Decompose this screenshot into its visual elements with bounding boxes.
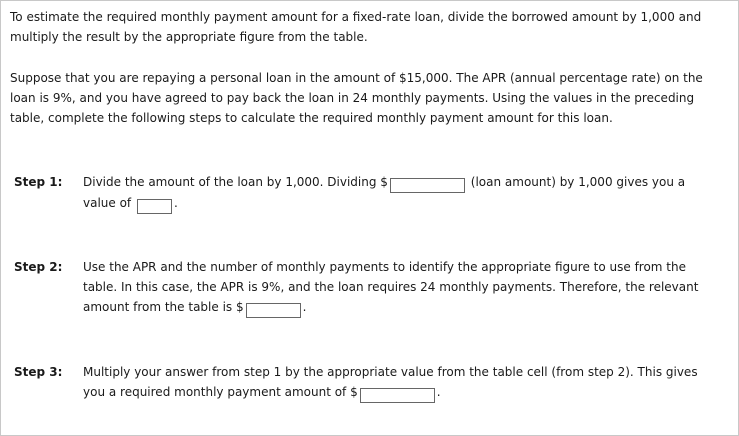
step-2-label: Step 2:	[14, 260, 63, 274]
loan-amount-input[interactable]	[390, 178, 465, 193]
step-1-text-a: Divide the amount of the loan by 1,000. Dividing $	[83, 175, 388, 189]
table-figure-input[interactable]	[246, 303, 301, 318]
step-1-text-b: (loan amount) by 1,000 gives you a value of	[83, 175, 686, 210]
step-3	[14, 362, 730, 403]
step-1-text-c: .	[174, 196, 178, 210]
step-1-value-input[interactable]	[137, 199, 172, 214]
step-3-text-a: Multiply your answer from step 1 by the appropriate value from the table cell (from step 2). This gives you a required monthly payment amount of $	[83, 365, 698, 399]
step-1-label: Step 1:	[14, 175, 63, 189]
step-3-label: Step 3:	[14, 365, 63, 379]
step-3-text	[83, 362, 721, 403]
step-2-text-a: Use the APR and the number of monthly payments to identify the appropriate figure to use from the table. In this case, the APR is 9%, and the loan requires 24 monthly payments. Therefore, the relevant amount from the table is $	[83, 260, 699, 314]
step-3-text-b: .	[436, 385, 441, 399]
step-2-text	[83, 257, 721, 318]
monthly-payment-input[interactable]	[360, 388, 435, 403]
scenario-paragraph: Suppose that you are repaying a personal loan in the amount of $15,000. The APR (annual percentage rate) on the loan is 9%, and you have agreed to pay back the loan in 24 monthly payments. Using the values in the preceding table, complete the following steps to calculate the required monthly payment amount for this loan.	[10, 71, 703, 125]
intro-paragraph: To estimate the required monthly payment amount for a fixed-rate loan, divide the borrowed amount by 1,000 and multiply the result by the appropriate figure from the table.	[10, 10, 702, 44]
step-1-text	[83, 172, 721, 214]
step-2	[14, 257, 730, 318]
step-1	[14, 172, 730, 214]
step-2-text-b: .	[302, 300, 307, 314]
